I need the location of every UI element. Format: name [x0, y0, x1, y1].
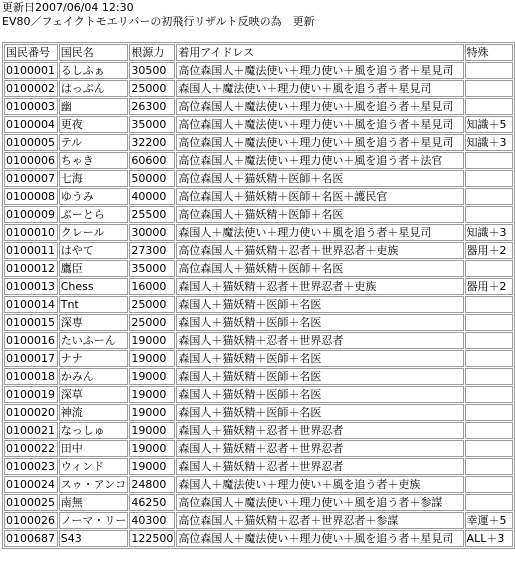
cell-special [465, 98, 513, 115]
column-header-citizen-number: 国民番号 [4, 44, 58, 61]
column-header-root-power: 根源力 [129, 44, 175, 61]
cell-idress: 森国人＋猫妖精＋医師＋名医 [176, 350, 463, 367]
cell-idress: 高位森国人＋猫妖精＋医師＋名医 [176, 206, 463, 223]
table-row [4, 494, 513, 511]
cell-citizen-name: S43 [59, 530, 129, 547]
cell-root-power: 19000 [129, 422, 175, 439]
cell-special: 知識＋5 [465, 116, 513, 133]
cell-special [465, 404, 513, 421]
cell-citizen-name: たいふーん [59, 332, 129, 349]
cell-citizen-name: 田中 [59, 440, 129, 457]
cell-special [465, 188, 513, 205]
cell-idress: 高位森国人＋魔法使い＋理力使い＋風を追う者＋星見司 [176, 62, 463, 79]
cell-special [465, 296, 513, 313]
cell-citizen-number: 0100017 [4, 350, 58, 367]
cell-idress: 森国人＋猫妖精＋忍者＋世界忍者 [176, 332, 463, 349]
cell-special: 器用＋2 [465, 242, 513, 259]
cell-citizen-name: 更夜 [59, 116, 129, 133]
cell-special [465, 422, 513, 439]
cell-idress: 高位森国人＋猫妖精＋忍者＋世界忍者＋吏族 [176, 242, 463, 259]
cell-citizen-number: 0100002 [4, 80, 58, 97]
cell-citizen-number: 0100007 [4, 170, 58, 187]
table-row [4, 98, 513, 115]
cell-citizen-number: 0100014 [4, 296, 58, 313]
cell-citizen-name: かみん [59, 368, 129, 385]
cell-root-power: 30500 [129, 62, 175, 79]
cell-citizen-number: 0100018 [4, 368, 58, 385]
cell-root-power: 19000 [129, 440, 175, 457]
cell-citizen-name: ゆうみ [59, 188, 129, 205]
cell-special [465, 206, 513, 223]
cell-citizen-name: ノーマ・リー [60, 514, 127, 527]
table-header-row [4, 44, 513, 61]
cell-citizen-number: 0100026 [4, 512, 58, 529]
cell-citizen-number: 0100687 [4, 530, 58, 547]
cell-idress: 森国人＋猫妖精＋医師＋名医 [176, 368, 463, 385]
cell-citizen-number: 0100020 [4, 404, 58, 421]
cell-citizen-name: 神流 [59, 404, 129, 421]
table-row [4, 332, 513, 349]
cell-special [465, 476, 513, 493]
table-row [4, 512, 513, 529]
cell-special [465, 332, 513, 349]
cell-citizen-number: 0100009 [4, 206, 58, 223]
cell-idress: 高位森国人＋魔法使い＋理力使い＋風を追う者＋星見司 [176, 116, 463, 133]
cell-root-power: 30000 [129, 224, 175, 241]
cell-idress: 森国人＋猫妖精＋忍者＋世界忍者＋吏族 [176, 278, 463, 295]
cell-citizen-name: Chess [59, 278, 129, 295]
cell-idress: 森国人＋猫妖精＋忍者＋世界忍者 [176, 440, 463, 457]
cell-root-power: 19000 [129, 458, 175, 475]
cell-idress: 森国人＋猫妖精＋医師＋名医 [176, 404, 463, 421]
cell-special: 幸運＋5 [465, 512, 513, 529]
cell-root-power: 19000 [129, 368, 175, 385]
cell-special [465, 260, 513, 277]
table-row [4, 350, 513, 367]
cell-root-power: 50000 [129, 170, 175, 187]
table-row [4, 134, 513, 151]
table-row [4, 404, 513, 421]
cell-citizen-name: テル [59, 134, 129, 151]
table-row [4, 368, 513, 385]
column-header-special: 特殊 [465, 44, 513, 61]
cell-citizen-name: なっしゅ [59, 422, 129, 439]
cell-idress: 森国人＋猫妖精＋医師＋名医 [176, 386, 463, 403]
cell-idress: 森国人＋魔法使い＋理力使い＋風を追う者＋吏族 [176, 476, 463, 493]
cell-root-power: 19000 [129, 350, 175, 367]
cell-citizen-number: 0100021 [4, 422, 58, 439]
cell-citizen-name: ちゃき [59, 152, 129, 169]
table-row [4, 530, 513, 547]
cell-special [465, 368, 513, 385]
cell-citizen-number: 0100013 [4, 278, 58, 295]
cell-citizen-number: 0100003 [4, 98, 58, 115]
cell-citizen-name: はやて [59, 242, 129, 259]
table-row [4, 206, 513, 223]
cell-root-power: 40000 [129, 188, 175, 205]
cell-idress: 森国人＋魔法使い＋理力使い＋風を追う者＋星見司 [176, 224, 463, 241]
table-row [4, 278, 513, 295]
cell-citizen-number: 0100001 [4, 62, 58, 79]
cell-special [465, 440, 513, 457]
table-row [4, 188, 513, 205]
cell-citizen-name: はっぷん [59, 80, 129, 97]
cell-special [465, 458, 513, 475]
cell-citizen-name: ウィンド [59, 458, 129, 475]
cell-idress: 高位森国人＋魔法使い＋理力使い＋風を追う者＋参謀 [176, 494, 463, 511]
column-header-idress: 着用アイドレス [176, 44, 463, 61]
cell-special: 知識＋3 [465, 224, 513, 241]
table-row [4, 386, 513, 403]
citizen-table [2, 42, 515, 549]
cell-citizen-number: 0100011 [4, 242, 58, 259]
cell-citizen-number: 0100022 [4, 440, 58, 457]
cell-citizen-number: 0100019 [4, 386, 58, 403]
cell-root-power: 25500 [129, 206, 175, 223]
update-date: 更新日2007/06/04 12:30 [2, 1, 134, 14]
cell-special [465, 62, 513, 79]
cell-citizen-name: ぶーとら [59, 206, 129, 223]
cell-root-power: 25000 [129, 296, 175, 313]
table-row [4, 152, 513, 169]
cell-root-power: 32200 [129, 134, 175, 151]
cell-citizen-number: 0100008 [4, 188, 58, 205]
cell-root-power: 27300 [129, 242, 175, 259]
cell-root-power: 35000 [129, 116, 175, 133]
cell-root-power: 25000 [129, 80, 175, 97]
table-row [4, 62, 513, 79]
cell-special [465, 314, 513, 331]
cell-idress: 森国人＋魔法使い＋理力使い＋風を追う者＋星見司 [176, 80, 463, 97]
cell-special: 知識＋3 [465, 134, 513, 151]
table-row [4, 422, 513, 439]
table-row [4, 458, 513, 475]
cell-citizen-name: 南無 [59, 494, 129, 511]
table-row [4, 440, 513, 457]
cell-citizen-name: 幽 [59, 98, 129, 115]
cell-citizen-number: 0100024 [4, 476, 58, 493]
cell-root-power: 40300 [129, 512, 175, 529]
cell-special [465, 386, 513, 403]
cell-citizen-number: 0100025 [4, 494, 58, 511]
cell-citizen-name: 鷹臣 [59, 260, 129, 277]
cell-root-power: 19000 [129, 386, 175, 403]
table-row [4, 314, 513, 331]
table-row [4, 224, 513, 241]
update-description: EV80／フェイクトモエリバーの初飛行リザルト反映の為 更新 [2, 15, 315, 28]
cell-special [465, 350, 513, 367]
table-row [4, 170, 513, 187]
cell-citizen-number: 0100015 [4, 314, 58, 331]
cell-citizen-number: 0100010 [4, 224, 58, 241]
cell-root-power: 46250 [129, 494, 175, 511]
cell-special [465, 494, 513, 511]
cell-citizen-number: 0100006 [4, 152, 58, 169]
table-row [4, 242, 513, 259]
cell-citizen-name: Tnt [59, 296, 129, 313]
cell-citizen-name: ナナ [59, 350, 129, 367]
cell-special: 器用＋2 [465, 278, 513, 295]
table-row [4, 260, 513, 277]
cell-citizen-number: 0100004 [4, 116, 58, 133]
cell-special [465, 152, 513, 169]
cell-root-power: 24800 [129, 476, 175, 493]
cell-idress: 高位森国人＋魔法使い＋理力使い＋風を追う者＋星見司 [176, 134, 463, 151]
cell-citizen-name: スゥ・アンコ [59, 476, 129, 493]
cell-special: ALL＋3 [465, 530, 513, 547]
cell-root-power: 26300 [129, 98, 175, 115]
cell-idress: 森国人＋猫妖精＋医師＋名医 [176, 296, 463, 313]
cell-idress: 森国人＋猫妖精＋忍者＋世界忍者 [176, 422, 463, 439]
table-row [4, 296, 513, 313]
cell-citizen-number: 0100023 [4, 458, 58, 475]
cell-root-power: 16000 [129, 278, 175, 295]
cell-idress: 高位森国人＋猫妖精＋医師＋名医＋護民官 [176, 188, 463, 205]
cell-root-power: 19000 [129, 332, 175, 349]
cell-citizen-name: 七海 [59, 170, 129, 187]
table-row [4, 476, 513, 493]
cell-root-power: 35000 [129, 260, 175, 277]
cell-idress: 森国人＋猫妖精＋忍者＋世界忍者 [176, 458, 463, 475]
cell-special [465, 170, 513, 187]
cell-root-power: 60600 [129, 152, 175, 169]
cell-idress: 高位森国人＋魔法使い＋理力使い＋風を追う者＋法官 [176, 152, 463, 169]
column-header-citizen-name: 国民名 [59, 44, 129, 61]
table-row [4, 116, 513, 133]
cell-citizen-name: 深草 [59, 386, 129, 403]
cell-citizen-name: るしふぁ [59, 62, 129, 79]
cell-citizen-name: クレール [59, 224, 129, 241]
cell-citizen-name: 深専 [59, 314, 129, 331]
cell-idress: 高位森国人＋猫妖精＋医師＋名医 [176, 260, 463, 277]
table-row [4, 80, 513, 97]
cell-idress: 高位森国人＋魔法使い＋理力使い＋風を追う者＋星見司 [176, 530, 463, 547]
cell-root-power: 19000 [129, 404, 175, 421]
cell-idress: 高位森国人＋魔法使い＋理力使い＋風を追う者＋星見司 [176, 98, 463, 115]
cell-root-power: 25000 [129, 314, 175, 331]
cell-citizen-number: 0100005 [4, 134, 58, 151]
cell-citizen-number: 0100012 [4, 260, 58, 277]
cell-idress: 高位森国人＋猫妖精＋医師＋名医 [176, 170, 463, 187]
cell-citizen-number: 0100016 [4, 332, 58, 349]
cell-root-power: 122500 [131, 532, 174, 545]
cell-special [465, 80, 513, 97]
cell-idress: 高位森国人＋猫妖精＋忍者＋世界忍者＋参謀 [176, 512, 463, 529]
cell-idress: 森国人＋猫妖精＋医師＋名医 [176, 314, 463, 331]
